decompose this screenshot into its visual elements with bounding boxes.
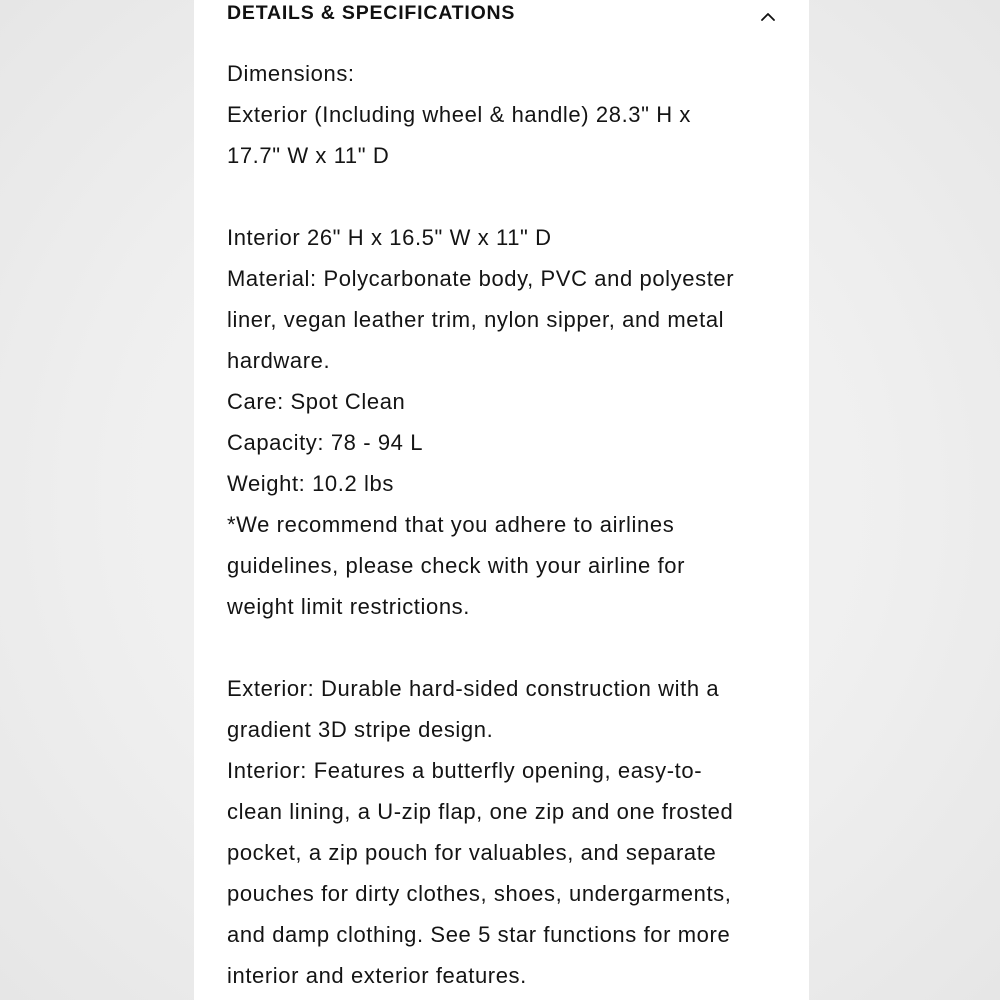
airline-note-line-2: guidelines, please check with your airline for <box>227 553 686 578</box>
exterior-description-line-1: Exterior: Durable hard-sided construction with a <box>227 676 720 701</box>
interior-description-line-5: and damp clothing. See 5 star functions for more <box>227 922 731 947</box>
interior-description-line-3: pocket, a zip pouch for valuables, and separate <box>227 840 717 865</box>
material-line-3: hardware. <box>227 348 331 373</box>
interior-dimensions: Interior 26" H x 16.5" W x 11" D <box>227 225 552 250</box>
details-panel <box>194 0 809 1000</box>
spacer <box>227 176 787 217</box>
interior-description-line-4: pouches for dirty clothes, shoes, undergarments, <box>227 881 732 906</box>
dimensions-label: Dimensions: <box>227 61 355 86</box>
care-text: Care: Spot Clean <box>227 389 406 414</box>
spacer <box>227 627 787 668</box>
airline-note-line-3: weight limit restrictions. <box>227 594 470 619</box>
weight-text: Weight: 10.2 lbs <box>227 471 394 496</box>
interior-description-line-6: interior and exterior features. <box>227 963 527 988</box>
details-content <box>227 53 787 996</box>
exterior-dimensions-line-1: Exterior (Including wheel & handle) 28.3" H x <box>227 102 692 127</box>
interior-description-line-1: Interior: Features a butterfly opening, easy-to- <box>227 758 703 783</box>
accordion-title: DETAILS & SPECIFICATIONS <box>227 2 516 24</box>
capacity-text: Capacity: 78 - 94 L <box>227 430 424 455</box>
material-line-2: liner, vegan leather trim, nylon sipper, and metal <box>227 307 725 332</box>
exterior-description-line-2: gradient 3D stripe design. <box>227 717 494 742</box>
interior-description-line-2: clean lining, a U-zip flap, one zip and one frosted <box>227 799 734 824</box>
chevron-up-icon[interactable] <box>757 5 779 27</box>
material-line-1: Material: Polycarbonate body, PVC and polyester <box>227 266 735 291</box>
details-accordion-header[interactable] <box>227 0 779 30</box>
airline-note-line-1: *We recommend that you adhere to airlines <box>227 512 675 537</box>
exterior-dimensions-line-2: 17.7" W x 11" D <box>227 143 390 168</box>
